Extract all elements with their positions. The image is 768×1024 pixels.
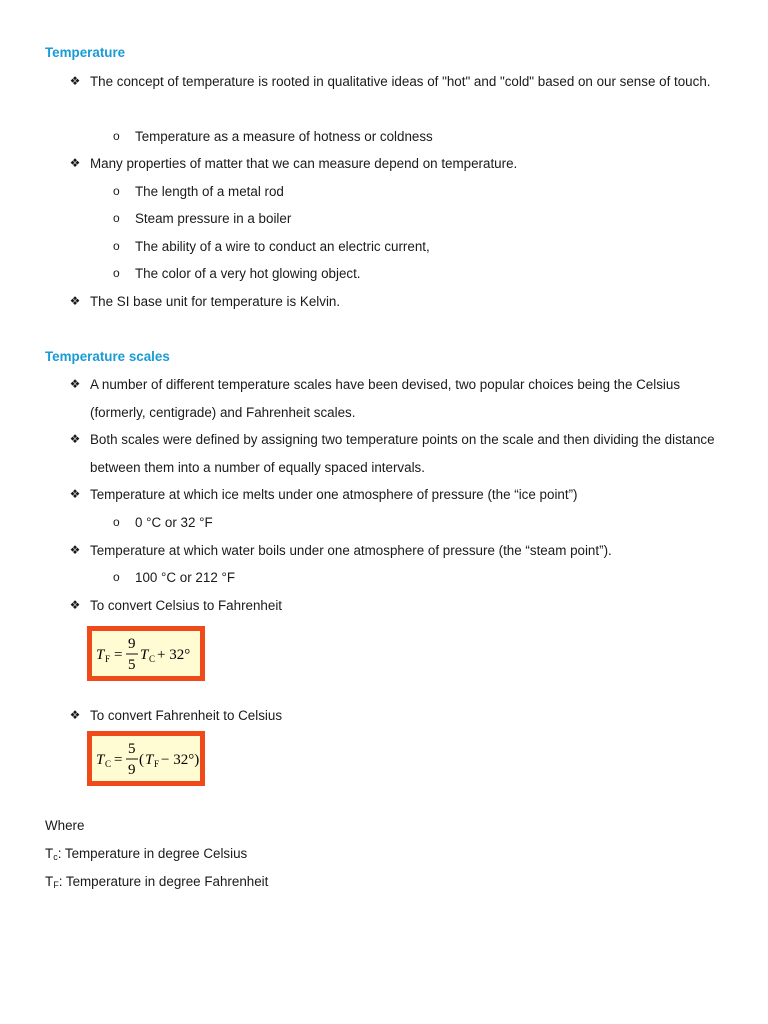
list-item [113,260,361,288]
diamond-bullet-icon: ❖ [69,74,81,88]
circle-bullet-icon: o [113,184,120,198]
formula-rhs-var: T [145,752,154,768]
legend-celsius-sub: c [53,852,58,862]
list-item [68,481,718,509]
list-item [68,592,718,620]
bullet-text: To convert Fahrenheit to Celsius [90,708,283,723]
list-item [68,68,718,96]
sub-bullet-text: The ability of a wire to conduct an electric current, [135,239,430,254]
section-heading-temperature-scales: Temperature scales [45,349,170,364]
list-item [68,426,718,481]
list-item [68,702,718,730]
formula-numerator: 9 [128,636,136,652]
list-item [113,564,235,592]
list-item [113,233,430,261]
formula-celsius-to-fahrenheit [87,626,205,681]
legend-fahrenheit-text: : Temperature in degree Fahrenheit [58,874,269,889]
section-heading-temperature: Temperature [45,45,126,60]
formula-lhs-sub: C [105,759,112,769]
bullet-text: Temperature at which water boils under one atmosphere of pressure (the “steam point”). [90,543,612,558]
diamond-bullet-icon: ❖ [69,708,81,722]
formula-lhs-var: T [96,647,105,663]
bullet-text: A number of different temperature scales have been devised, two popular choices being the Celsius (formerly, centigrade) and Fahrenheit scales. [90,377,681,420]
diamond-bullet-icon: ❖ [69,294,81,308]
diamond-bullet-icon: ❖ [69,487,81,501]
formula-lhs-sub: F [105,654,111,664]
formula-rhs-sub: C [149,654,156,664]
ice-point-text: 0 °C or 32 °F [135,515,213,530]
bullet-text: Both scales were defined by assigning two temperature points on the scale and then dividing the distance between them into a number of equally spaced intervals. [90,432,715,475]
formula-rhs-sub: F [154,759,160,769]
legend-fahrenheit-var: T [45,874,54,889]
list-item [113,178,284,206]
diamond-bullet-icon: ❖ [69,432,81,446]
diamond-bullet-icon: ❖ [69,543,81,557]
steam-point-text: 100 °C or 212 °F [135,570,236,585]
list-item [113,509,213,537]
formula-numerator: 5 [128,741,136,757]
bullet-text: The concept of temperature is rooted in qualitative ideas of "hot" and "cold" based on our sense of touch. [90,74,711,89]
legend-celsius-text: : Temperature in degree Celsius [57,846,248,861]
formula-rhs-tail: − 32°) [161,752,200,768]
formula-fahrenheit-to-celsius [87,731,205,786]
list-item [68,150,718,178]
formula-rhs-var: T [140,647,149,663]
bullet-text: The SI base unit for temperature is Kelvin. [90,294,341,309]
where-label: Where [45,818,85,833]
formula-rhs-tail: + 32° [157,647,191,663]
circle-bullet-icon: o [113,266,120,280]
formula-lhs-var: T [96,752,105,768]
legend-celsius-var: T [45,846,54,861]
bullet-text: To convert Celsius to Fahrenheit [90,598,283,613]
list-item [113,205,291,233]
diamond-bullet-icon: ❖ [69,598,81,612]
circle-bullet-icon: o [113,211,120,225]
list-item [113,123,433,151]
list-item [68,537,718,565]
legend-fahrenheit-sub: F [53,880,59,890]
legend-fahrenheit [45,868,268,900]
formula-rhs-open: ( [139,752,144,768]
formula-equals: = [114,752,123,768]
circle-bullet-icon: o [113,570,120,584]
formula-denominator: 9 [128,762,136,778]
circle-bullet-icon: o [113,515,120,529]
sub-bullet-text: The length of a metal rod [135,184,284,199]
diamond-bullet-icon: ❖ [69,377,81,391]
diamond-bullet-icon: ❖ [69,156,81,170]
sub-bullet-text: Temperature as a measure of hotness or coldness [135,129,433,144]
list-item [68,288,718,316]
bullet-text: Many properties of matter that we can measure depend on temperature. [90,156,518,171]
formula-denominator: 5 [128,657,136,673]
sub-bullet-text: Steam pressure in a boiler [135,211,292,226]
bullet-text: Temperature at which ice melts under one atmosphere of pressure (the “ice point”) [90,487,578,502]
legend-celsius [45,840,247,872]
circle-bullet-icon: o [113,239,120,253]
formula-equals: = [114,647,123,663]
list-item [68,371,718,426]
circle-bullet-icon: o [113,129,120,143]
sub-bullet-text: The color of a very hot glowing object. [135,266,361,281]
